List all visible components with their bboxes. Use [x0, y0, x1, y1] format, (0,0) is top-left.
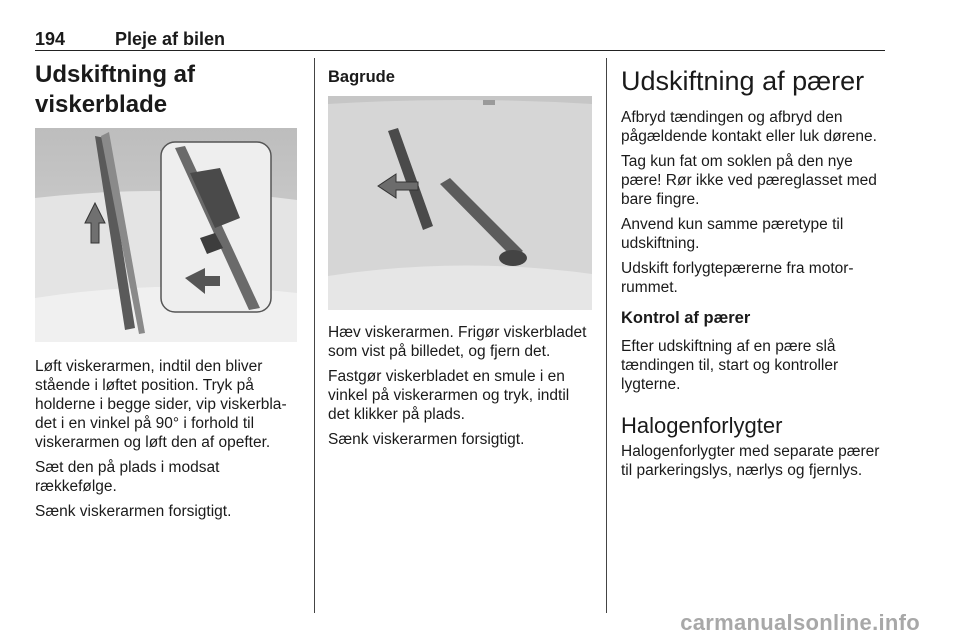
windscreen-wiper-illustration	[35, 128, 297, 342]
paragraph-right-4: Udskift forlygtepærerne fra motorrummet.	[621, 260, 854, 296]
middle-column	[328, 66, 593, 88]
section-title-bulbs: Udskiftning af pærer	[621, 66, 865, 96]
paragraph-middle-1: Hæv viskerarmen. Frigør viskerbladet som vist på billedet, og fjern det.	[328, 324, 587, 360]
paragraph-middle-2: Fastgør viskerbladet en smule i en vinkel på viskerarmen og tryk, indtil det klikker på plads.	[328, 368, 570, 423]
paragraph-bulb-check: Efter udskiftning af en pære slå tændingen til, start og kontroller lygterne.	[621, 338, 839, 393]
rear-wiper-illustration	[328, 96, 592, 310]
paragraph-right-2: Tag kun fat om soklen på den nye pære! Rør ikke ved pæreglasset med bare fingre.	[621, 153, 877, 208]
chapter-title: Pleje af bilen	[115, 29, 226, 49]
page-header	[35, 28, 885, 51]
right-column	[621, 64, 889, 480]
subsection-title-rear-window: Bagrude	[328, 68, 395, 86]
paragraph-halogen: Halogenforlygter med separate pærer til parkeringslys, nærlys og fjernlys.	[621, 443, 880, 479]
section-title-wiper-blades: Udskiftning af viskerblade	[35, 61, 195, 118]
subsection-title-bulb-check: Kontrol af pærer	[621, 309, 751, 327]
paragraph-left-1: Løft viskerarmen, indtil den bliver stående i løftet position. Tryk på holderne i begge sider, vip viskerbladet i en vinkel på 90° i forhold til viskerarmen og løft den af opefter.	[35, 358, 287, 451]
watermark: carmanualsonline.info	[680, 610, 920, 635]
paragraph-right-3: Anvend kun samme pæretype til udskiftning.	[621, 216, 844, 252]
page-number: 194	[35, 29, 66, 49]
paragraph-right-1: Afbryd tændingen og afbryd den pågældende kontakt eller luk dørene.	[621, 109, 877, 145]
subsection-title-halogen: Halogenforlygter	[621, 413, 783, 438]
middle-text	[328, 323, 593, 449]
paragraph-left-3: Sænk viskerarmen forsigtigt.	[35, 503, 232, 520]
column-divider-2	[606, 58, 607, 613]
column-divider-1	[314, 58, 315, 613]
paragraph-middle-3: Sænk viskerarmen forsigtigt.	[328, 431, 525, 448]
paragraph-left-2: Sæt den på plads i modsat rækkefølge.	[35, 459, 220, 495]
left-text	[35, 357, 301, 521]
